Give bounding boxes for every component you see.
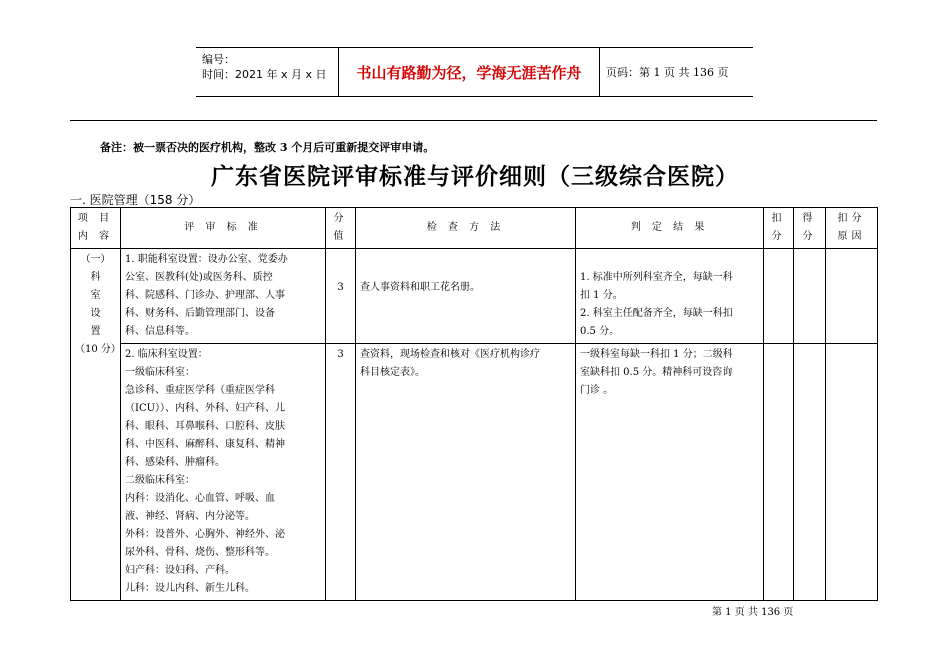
header-result: 判 定 结 果 xyxy=(576,208,764,249)
deduct-cell xyxy=(764,249,794,344)
page-footer: 第 1 页 共 136 页 xyxy=(712,607,794,618)
table-header-row xyxy=(71,208,878,249)
deduct-cell xyxy=(764,344,794,601)
header-divider xyxy=(70,120,877,121)
header-reason: 扣分 原因 xyxy=(826,208,878,249)
header-item: 项 目 内 容 xyxy=(71,208,121,249)
method-cell: 查资料，现场检查和核对《医疗机构诊疗 科目核定表》。 xyxy=(356,344,576,601)
result-cell: 1. 标准中所列科室齐全，每缺一科 扣 1 分。 2. 科室主任配备齐全，每缺一科扣 0.5 分。 xyxy=(576,249,764,344)
page-title: 广东省医院评审标准与评价细则（三级综合医院） xyxy=(211,163,739,190)
get-cell xyxy=(794,249,826,344)
header-get: 得 分 xyxy=(794,208,826,249)
get-cell xyxy=(794,344,826,601)
table-row xyxy=(71,344,878,601)
header-score: 分 值 xyxy=(326,208,356,249)
time-label: 时间：2021 年 x 月 x 日 xyxy=(202,68,327,81)
score-cell: 3 xyxy=(326,344,356,601)
reason-cell xyxy=(826,249,878,344)
header-box xyxy=(196,47,753,97)
method-cell: 查人事资料和职工花名册。 xyxy=(356,249,576,344)
item-name-cell: （一） 科 室 设 置 （10 分） xyxy=(71,249,121,601)
header-method: 检 查 方 法 xyxy=(356,208,576,249)
score-cell: 3 xyxy=(326,249,356,344)
table-row xyxy=(71,249,878,344)
reason-cell xyxy=(826,344,878,601)
header-standard: 评 审 标 准 xyxy=(121,208,326,249)
result-cell: 一级科室每缺一科扣 1 分；二级科 室缺科扣 0.5 分。精神科可设咨询 门诊 。 xyxy=(576,344,764,601)
number-label: 编号： xyxy=(202,53,235,66)
section-title: 一. 医院管理（158 分） xyxy=(70,193,201,207)
standard-cell: 1. 职能科室设置：设办公室、党委办 公室、医教科(处)或医务科、质控 科、院感科、门诊办、护理部、人事 科、财务科、后勤管理部门、设备 科、信息科等。 xyxy=(121,249,326,344)
motto: 书山有路勤为径，学海无涯苦作舟 xyxy=(338,48,600,96)
standards-table xyxy=(70,207,878,601)
standard-cell: 2. 临床科室设置： 一级临床科室： 急诊科、重症医学科（重症医学科 （ICU））、内科、外科、妇产科、儿 科、眼科、耳鼻喉科、口腔科、皮肤 科、中医科、麻醉科、康复科、精神 科、感染科、肿瘤科。 二级临床科室： 内科：设消化、心血管、呼吸、血 液、神经、肾病、内分泌等。 外科：设普外、心胸外、神经外、泌 尿外科、骨科、烧伤、整形科等。 妇产科：设妇科、产科。 儿科：设儿内科、新生儿科。 xyxy=(121,344,326,601)
note: 备注：被一票否决的医疗机构，整改 3 个月后可重新提交评审申请。 xyxy=(100,141,435,154)
header-deduct: 扣 分 xyxy=(764,208,794,249)
page-code: 页码：第 1 页 共 136 页 xyxy=(606,66,729,79)
header-left xyxy=(196,48,338,96)
